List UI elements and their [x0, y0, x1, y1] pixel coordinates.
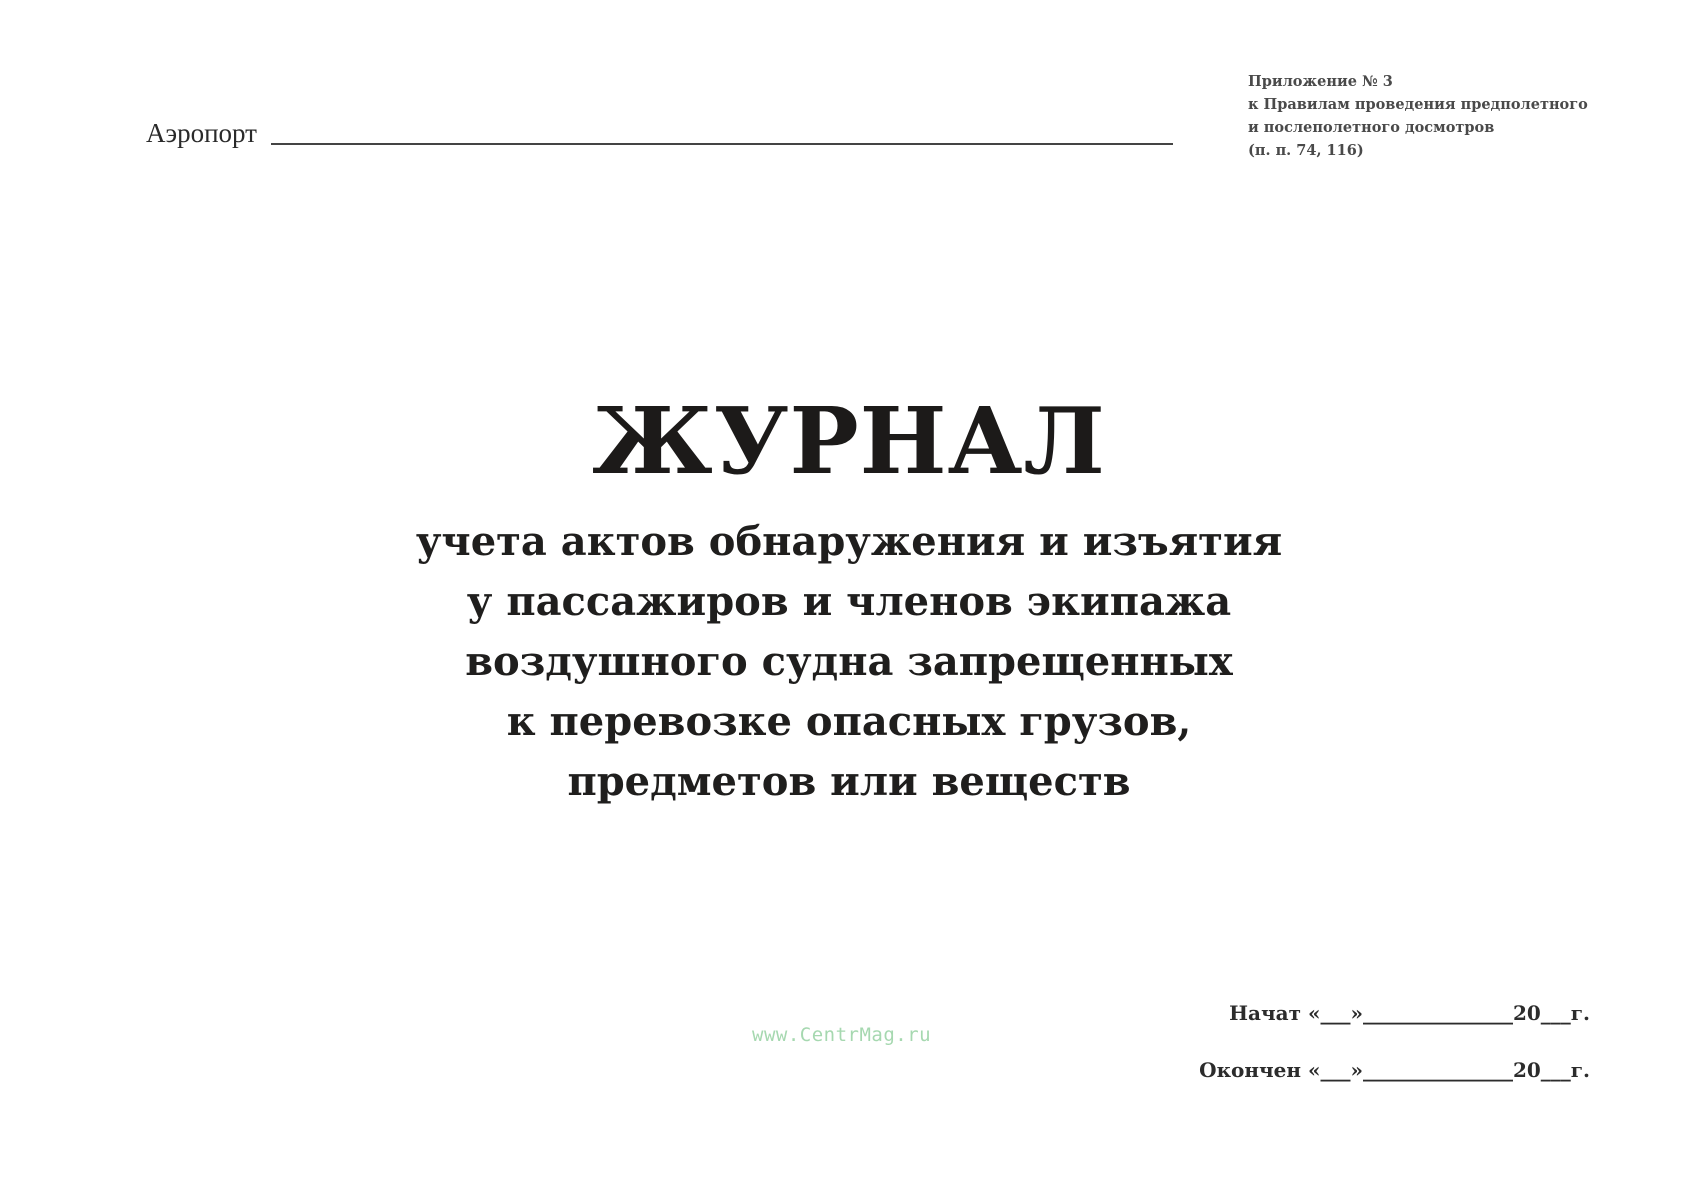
appendix-line: Приложение № 3 [1248, 73, 1393, 90]
subtitle-line: предметов или веществ [567, 758, 1131, 805]
watermark-text: www.CentrMag.ru [752, 1024, 932, 1046]
subtitle-line: учета актов обнаружения и изъятия [415, 518, 1283, 565]
airport-label: Аэропорт [146, 118, 257, 148]
airport-blank-line [271, 143, 1173, 145]
journal-title: ЖУРНАЛ [592, 387, 1106, 495]
date-fields [1199, 998, 1590, 1085]
subtitle-line: у пассажиров и членов экипажа [466, 578, 1232, 625]
appendix-line: и послеполетного досмотров [1248, 119, 1495, 136]
journal-subtitle [0, 512, 1698, 812]
appendix-note [1248, 70, 1588, 162]
ended-date-field: Окончен «___»_______________20___г. [1199, 1058, 1590, 1082]
appendix-line: (п. п. 74, 116) [1248, 142, 1364, 159]
airport-field [146, 120, 1173, 147]
started-date-field: Начат «___»_______________20___г. [1229, 1001, 1590, 1025]
subtitle-line: воздушного судна запрещенных [465, 638, 1233, 685]
appendix-line: к Правилам проведения предполетного [1248, 96, 1588, 113]
subtitle-line: к перевозке опасных грузов, [506, 698, 1192, 745]
